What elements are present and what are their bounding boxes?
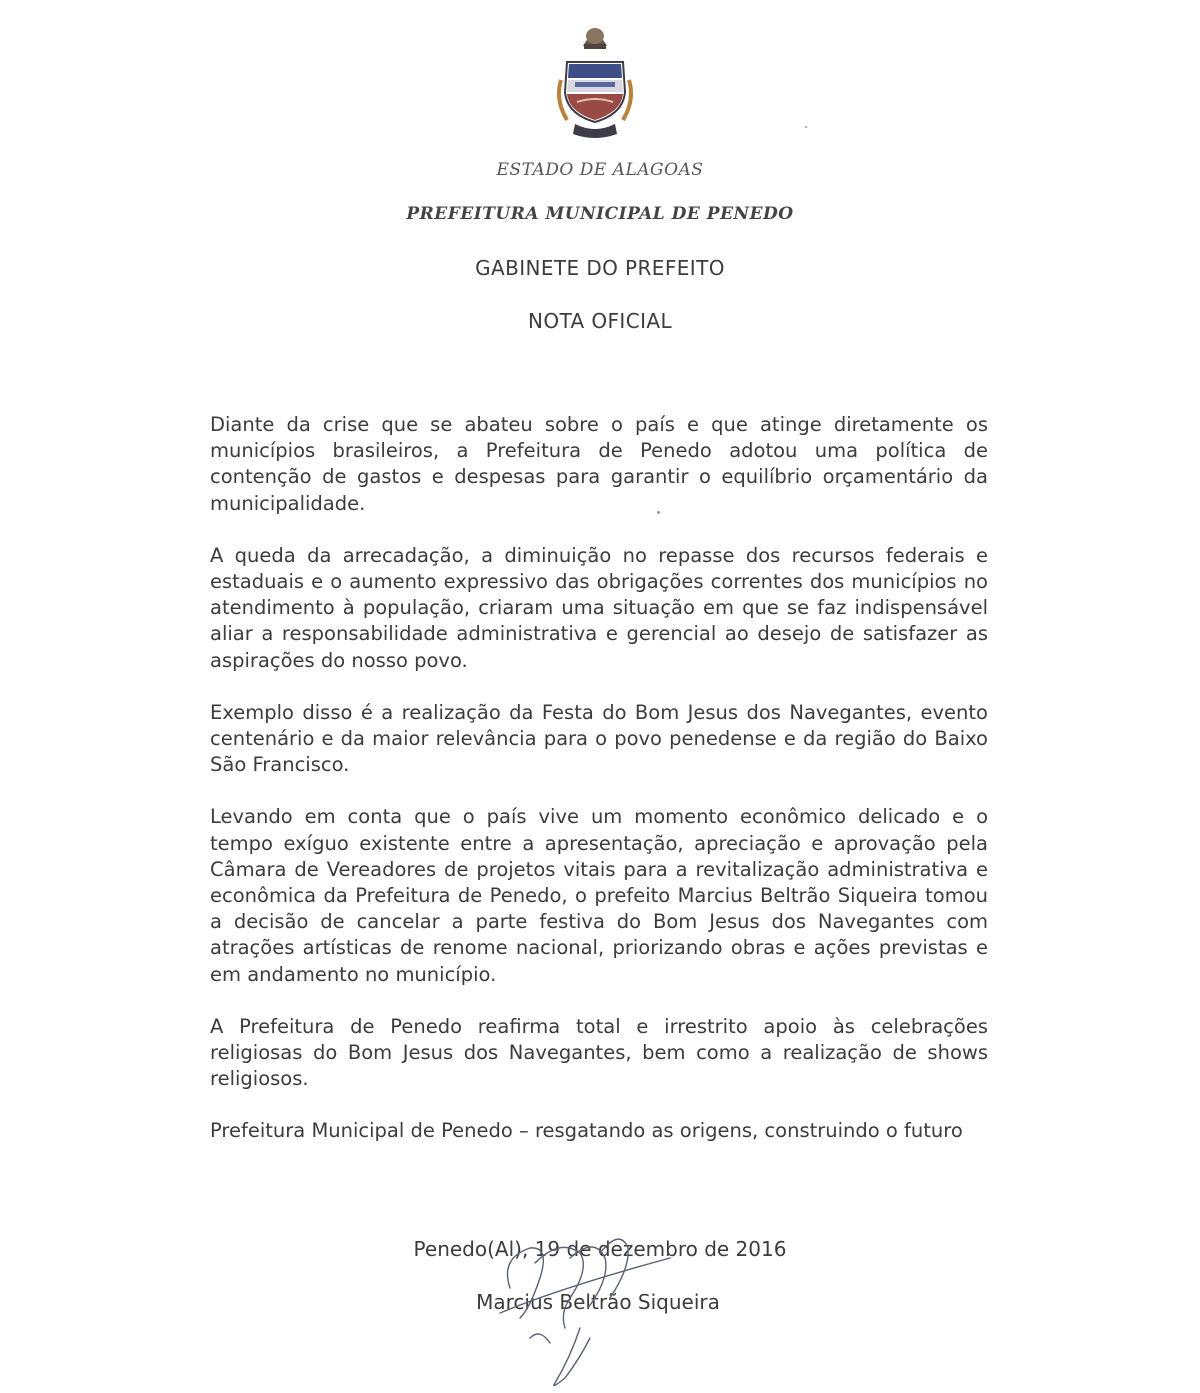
scan-speck xyxy=(805,126,807,128)
paragraph: Exemplo disso é a realização da Festa do Bom Jesus dos Navegantes, evento centenário e da maior relevância para o povo penedense e da região do Baixo São Francisco. xyxy=(210,700,988,777)
scan-speck xyxy=(657,511,660,514)
signature-icon xyxy=(470,1218,680,1393)
document-body xyxy=(210,412,988,1171)
place-date: Penedo(Al), 19 de dezembro de 2016 xyxy=(413,1237,787,1261)
prefeitura-heading: PREFEITURA MUNICIPAL DE PENEDO xyxy=(406,204,794,224)
gabinete-heading: GABINETE DO PREFEITO xyxy=(475,256,725,280)
signatory-name: Marcius Beltrão Siqueira xyxy=(476,1290,720,1314)
paragraph: Levando em conta que o país vive um momento econômico delicado e o tempo exíguo existente entre a apresentação, apreciação e aprovação pela Câmara de Vereadores de projetos vitais para a revitalização administrativa e econômica da Prefeitura de Penedo, o prefeito Marcius Beltrão Siqueira tomou a decisão de cancelar a parte festiva do Bom Jesus dos Navegantes com atrações artísticas de renome nacional, priorizando obras e ações previstas e em andamento no município. xyxy=(210,805,988,986)
state-heading: ESTADO DE ALAGOAS xyxy=(496,160,704,180)
closing-slogan: Prefeitura Municipal de Penedo – resgatando as origens, construindo o futuro xyxy=(210,1119,963,1143)
document-title: NOTA OFICIAL xyxy=(527,309,673,333)
coat-of-arms-icon xyxy=(553,22,637,140)
paragraph: A Prefeitura de Penedo reafirma total e irrestrito apoio às celebrações religiosas do Bom Jesus dos Navegantes, bem como a realização de shows religiosos. xyxy=(210,1014,988,1091)
paragraph: A queda da arrecadação, a diminuição no repasse dos recursos federais e estaduais e o aumento expressivo das obrigações correntes dos municípios no atendimento à população, criaram uma situação em que se faz indispensável aliar a responsabilidade administrativa e gerencial ao desejo de satisfazer as aspirações do nosso povo. xyxy=(210,543,988,672)
paragraph: Diante da crise que se abateu sobre o país e que atinge diretamente os municípios brasileiros, a Prefeitura de Penedo adotou uma política de contenção de gastos e despesas para garantir o equilíbrio orçamentário da municipalidade. xyxy=(210,413,988,515)
